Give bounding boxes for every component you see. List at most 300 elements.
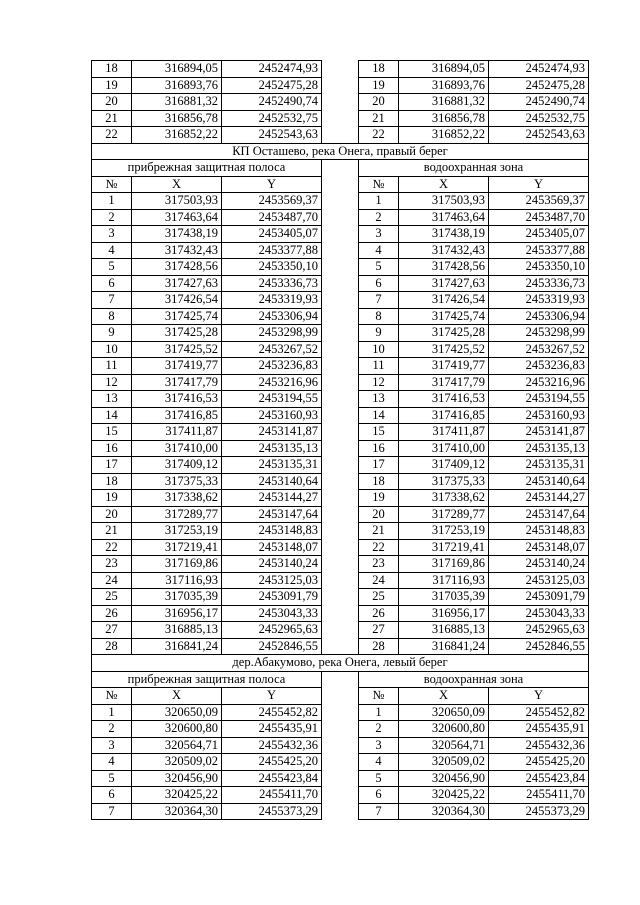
left-coord-y: 2453144,27 <box>222 490 322 507</box>
column-gap <box>322 803 359 820</box>
right-coord-y: 2453336,73 <box>489 275 589 292</box>
right-point-number: 1 <box>359 704 399 721</box>
left-coord-y: 2453141,87 <box>222 424 322 441</box>
coastal-strip-label: прибрежная защитная полоса <box>92 671 322 688</box>
table-row <box>92 424 589 441</box>
left-coord-y: 2452474,93 <box>222 61 322 78</box>
right-point-number: 23 <box>359 556 399 573</box>
table-row <box>92 391 589 408</box>
right-coord-y: 2452965,63 <box>489 622 589 639</box>
right-point-number: 1 <box>359 193 399 210</box>
left-point-number: 19 <box>92 77 132 94</box>
right-coord-y: 2453319,93 <box>489 292 589 309</box>
left-coord-y: 2453043,33 <box>222 605 322 622</box>
left-header-x: X <box>132 176 222 193</box>
right-coord-y: 2453236,83 <box>489 358 589 375</box>
right-coord-y: 2452490,74 <box>489 94 589 111</box>
left-coord-x: 317428,56 <box>132 259 222 276</box>
left-coord-y: 2452846,55 <box>222 638 322 655</box>
right-coord-y: 2453125,03 <box>489 572 589 589</box>
table-row <box>92 704 589 721</box>
column-gap <box>322 160 359 177</box>
right-coord-x: 317416,85 <box>399 407 489 424</box>
column-gap <box>322 440 359 457</box>
left-point-number: 1 <box>92 193 132 210</box>
left-point-number: 6 <box>92 275 132 292</box>
table-row <box>92 572 589 589</box>
right-coord-y: 2453267,52 <box>489 341 589 358</box>
column-gap <box>322 259 359 276</box>
right-coord-y: 2452474,93 <box>489 61 589 78</box>
left-point-number: 25 <box>92 589 132 606</box>
right-point-number: 20 <box>359 506 399 523</box>
right-point-number: 11 <box>359 358 399 375</box>
left-point-number: 4 <box>92 242 132 259</box>
right-coord-y: 2453043,33 <box>489 605 589 622</box>
left-coord-x: 320509,02 <box>132 754 222 771</box>
right-point-number: 18 <box>359 473 399 490</box>
table-row <box>92 556 589 573</box>
table-row <box>92 193 589 210</box>
left-coord-x: 316856,78 <box>132 110 222 127</box>
left-coord-y: 2453140,24 <box>222 556 322 573</box>
right-point-number: 19 <box>359 490 399 507</box>
left-coord-x: 316881,32 <box>132 94 222 111</box>
right-coord-x: 320364,30 <box>399 803 489 820</box>
right-coord-y: 2453405,07 <box>489 226 589 243</box>
right-coord-x: 316856,78 <box>399 110 489 127</box>
table-row <box>92 242 589 259</box>
column-header-row <box>92 688 589 705</box>
right-point-number: 28 <box>359 638 399 655</box>
left-point-number: 2 <box>92 209 132 226</box>
right-header-number: № <box>359 688 399 705</box>
left-coord-x: 317425,52 <box>132 341 222 358</box>
left-coord-x: 317419,77 <box>132 358 222 375</box>
left-coord-x: 317503,93 <box>132 193 222 210</box>
column-gap <box>322 127 359 144</box>
column-gap <box>322 94 359 111</box>
right-coord-y: 2453216,96 <box>489 374 589 391</box>
column-gap <box>322 358 359 375</box>
column-gap <box>322 737 359 754</box>
left-header-y: Y <box>222 688 322 705</box>
column-gap <box>322 325 359 342</box>
right-coord-x: 317432,43 <box>399 242 489 259</box>
left-coord-y: 2455425,20 <box>222 754 322 771</box>
column-gap <box>322 473 359 490</box>
zone-label-row <box>92 671 589 688</box>
right-point-number: 21 <box>359 110 399 127</box>
left-coord-x: 317116,93 <box>132 572 222 589</box>
table-row <box>92 226 589 243</box>
section-title: дер.Абакумово, река Онега, левый берег <box>92 655 589 672</box>
water-protection-zone-label: водоохранная зона <box>359 160 589 177</box>
right-point-number: 7 <box>359 803 399 820</box>
left-coord-x: 317438,19 <box>132 226 222 243</box>
right-coord-x: 317417,79 <box>399 374 489 391</box>
right-coord-y: 2453140,24 <box>489 556 589 573</box>
table-row <box>92 275 589 292</box>
right-coord-y: 2455425,20 <box>489 754 589 771</box>
table-row <box>92 473 589 490</box>
left-coord-x: 316852,22 <box>132 127 222 144</box>
right-point-number: 9 <box>359 325 399 342</box>
left-coord-y: 2453160,93 <box>222 407 322 424</box>
right-coord-y: 2453377,88 <box>489 242 589 259</box>
table-row <box>92 523 589 540</box>
column-gap <box>322 209 359 226</box>
table-row <box>92 721 589 738</box>
left-coord-y: 2453216,96 <box>222 374 322 391</box>
right-point-number: 4 <box>359 242 399 259</box>
right-coord-x: 320600,80 <box>399 721 489 738</box>
left-coord-y: 2455411,70 <box>222 787 322 804</box>
left-coord-x: 317411,87 <box>132 424 222 441</box>
left-coord-x: 316885,13 <box>132 622 222 639</box>
right-point-number: 14 <box>359 407 399 424</box>
left-coord-y: 2453405,07 <box>222 226 322 243</box>
left-coord-y: 2453377,88 <box>222 242 322 259</box>
right-point-number: 22 <box>359 539 399 556</box>
left-coord-x: 317463,64 <box>132 209 222 226</box>
table-row <box>92 358 589 375</box>
left-coord-x: 320600,80 <box>132 721 222 738</box>
column-gap <box>322 638 359 655</box>
coastal-strip-label: прибрежная защитная полоса <box>92 160 322 177</box>
left-coord-y: 2453125,03 <box>222 572 322 589</box>
left-coord-y: 2453135,31 <box>222 457 322 474</box>
left-coord-x: 317375,33 <box>132 473 222 490</box>
left-coord-y: 2453148,07 <box>222 539 322 556</box>
right-coord-y: 2453091,79 <box>489 589 589 606</box>
table-row <box>92 407 589 424</box>
column-gap <box>322 77 359 94</box>
right-coord-x: 320650,09 <box>399 704 489 721</box>
left-point-number: 5 <box>92 770 132 787</box>
left-coord-y: 2453267,52 <box>222 341 322 358</box>
left-coord-x: 317426,54 <box>132 292 222 309</box>
right-coord-x: 316885,13 <box>399 622 489 639</box>
left-point-number: 4 <box>92 754 132 771</box>
left-point-number: 14 <box>92 407 132 424</box>
left-coord-y: 2455432,36 <box>222 737 322 754</box>
right-point-number: 25 <box>359 589 399 606</box>
right-point-number: 10 <box>359 341 399 358</box>
left-point-number: 1 <box>92 704 132 721</box>
right-coord-y: 2455411,70 <box>489 787 589 804</box>
left-header-x: X <box>132 688 222 705</box>
table-row <box>92 803 589 820</box>
right-coord-x: 320425,22 <box>399 787 489 804</box>
right-coord-x: 317438,19 <box>399 226 489 243</box>
left-coord-x: 317425,74 <box>132 308 222 325</box>
left-point-number: 18 <box>92 61 132 78</box>
right-coord-x: 317419,77 <box>399 358 489 375</box>
right-point-number: 7 <box>359 292 399 309</box>
column-gap <box>322 671 359 688</box>
right-point-number: 27 <box>359 622 399 639</box>
left-header-number: № <box>92 176 132 193</box>
left-point-number: 10 <box>92 341 132 358</box>
left-header-number: № <box>92 688 132 705</box>
left-point-number: 8 <box>92 308 132 325</box>
column-gap <box>322 605 359 622</box>
right-header-number: № <box>359 176 399 193</box>
right-coord-x: 317503,93 <box>399 193 489 210</box>
left-coord-y: 2453194,55 <box>222 391 322 408</box>
column-header-row <box>92 176 589 193</box>
left-point-number: 24 <box>92 572 132 589</box>
right-coord-x: 317409,12 <box>399 457 489 474</box>
right-coord-y: 2453140,64 <box>489 473 589 490</box>
column-gap <box>322 193 359 210</box>
left-coord-x: 320456,90 <box>132 770 222 787</box>
right-point-number: 20 <box>359 94 399 111</box>
right-coord-y: 2453144,27 <box>489 490 589 507</box>
left-coord-x: 317338,62 <box>132 490 222 507</box>
right-coord-x: 317428,56 <box>399 259 489 276</box>
left-coord-y: 2453148,83 <box>222 523 322 540</box>
table-row <box>92 127 589 144</box>
right-coord-y: 2453487,70 <box>489 209 589 226</box>
left-coord-y: 2452543,63 <box>222 127 322 144</box>
left-point-number: 20 <box>92 94 132 111</box>
left-coord-x: 317219,41 <box>132 539 222 556</box>
left-coord-y: 2452965,63 <box>222 622 322 639</box>
right-coord-y: 2453298,99 <box>489 325 589 342</box>
table-row <box>92 341 589 358</box>
column-gap <box>322 770 359 787</box>
left-coord-x: 316894,05 <box>132 61 222 78</box>
right-point-number: 24 <box>359 572 399 589</box>
left-coord-x: 317410,00 <box>132 440 222 457</box>
right-coord-x: 316893,76 <box>399 77 489 94</box>
right-coord-y: 2453306,94 <box>489 308 589 325</box>
right-coord-y: 2455373,29 <box>489 803 589 820</box>
right-point-number: 13 <box>359 391 399 408</box>
left-coord-y: 2453091,79 <box>222 589 322 606</box>
left-point-number: 5 <box>92 259 132 276</box>
left-coord-x: 317416,85 <box>132 407 222 424</box>
right-point-number: 6 <box>359 275 399 292</box>
table-row <box>92 61 589 78</box>
left-point-number: 27 <box>92 622 132 639</box>
left-coord-x: 317253,19 <box>132 523 222 540</box>
column-gap <box>322 61 359 78</box>
table-row <box>92 292 589 309</box>
table-row <box>92 539 589 556</box>
left-header-y: Y <box>222 176 322 193</box>
left-coord-x: 317169,86 <box>132 556 222 573</box>
column-gap <box>322 622 359 639</box>
table-row <box>92 787 589 804</box>
coordinates-table <box>91 60 589 820</box>
right-coord-y: 2453141,87 <box>489 424 589 441</box>
right-header-y: Y <box>489 176 589 193</box>
right-point-number: 26 <box>359 605 399 622</box>
left-coord-y: 2452490,74 <box>222 94 322 111</box>
column-gap <box>322 341 359 358</box>
left-point-number: 7 <box>92 803 132 820</box>
left-coord-x: 320564,71 <box>132 737 222 754</box>
right-point-number: 2 <box>359 209 399 226</box>
right-coord-x: 317116,93 <box>399 572 489 589</box>
right-coord-x: 320456,90 <box>399 770 489 787</box>
column-gap <box>322 490 359 507</box>
column-gap <box>322 292 359 309</box>
right-coord-x: 317169,86 <box>399 556 489 573</box>
left-coord-x: 317417,79 <box>132 374 222 391</box>
left-coord-y: 2453350,10 <box>222 259 322 276</box>
right-coord-x: 316956,17 <box>399 605 489 622</box>
column-gap <box>322 110 359 127</box>
left-coord-y: 2455452,82 <box>222 704 322 721</box>
left-coord-y: 2452532,75 <box>222 110 322 127</box>
right-coord-x: 317426,54 <box>399 292 489 309</box>
left-point-number: 26 <box>92 605 132 622</box>
left-coord-x: 317409,12 <box>132 457 222 474</box>
right-point-number: 5 <box>359 259 399 276</box>
right-coord-x: 317425,74 <box>399 308 489 325</box>
right-coord-y: 2453194,55 <box>489 391 589 408</box>
column-gap <box>322 523 359 540</box>
left-point-number: 28 <box>92 638 132 655</box>
table-row <box>92 622 589 639</box>
table-row <box>92 110 589 127</box>
right-point-number: 16 <box>359 440 399 457</box>
coordinates-document <box>91 60 588 820</box>
table-body <box>92 61 589 820</box>
left-coord-x: 317416,53 <box>132 391 222 408</box>
table-row <box>92 605 589 622</box>
left-coord-y: 2453336,73 <box>222 275 322 292</box>
table-row <box>92 506 589 523</box>
left-point-number: 18 <box>92 473 132 490</box>
left-coord-x: 317425,28 <box>132 325 222 342</box>
right-point-number: 22 <box>359 127 399 144</box>
left-point-number: 16 <box>92 440 132 457</box>
right-coord-y: 2453135,31 <box>489 457 589 474</box>
right-coord-y: 2455432,36 <box>489 737 589 754</box>
zone-label-row <box>92 160 589 177</box>
table-row <box>92 737 589 754</box>
right-coord-y: 2453160,93 <box>489 407 589 424</box>
right-point-number: 19 <box>359 77 399 94</box>
right-coord-x: 317289,77 <box>399 506 489 523</box>
left-point-number: 21 <box>92 523 132 540</box>
table-row <box>92 94 589 111</box>
table-row <box>92 589 589 606</box>
left-point-number: 22 <box>92 539 132 556</box>
left-point-number: 19 <box>92 490 132 507</box>
right-coord-x: 317416,53 <box>399 391 489 408</box>
table-row <box>92 325 589 342</box>
section-title: КП Осташево, река Онега, правый берег <box>92 143 589 160</box>
right-coord-y: 2455435,91 <box>489 721 589 738</box>
right-coord-x: 317427,63 <box>399 275 489 292</box>
right-coord-x: 320564,71 <box>399 737 489 754</box>
right-point-number: 2 <box>359 721 399 738</box>
table-row <box>92 490 589 507</box>
right-coord-x: 317410,00 <box>399 440 489 457</box>
left-coord-y: 2453487,70 <box>222 209 322 226</box>
column-gap <box>322 226 359 243</box>
right-point-number: 17 <box>359 457 399 474</box>
right-coord-y: 2453148,83 <box>489 523 589 540</box>
right-point-number: 12 <box>359 374 399 391</box>
right-coord-y: 2452543,63 <box>489 127 589 144</box>
right-header-x: X <box>399 176 489 193</box>
column-gap <box>322 424 359 441</box>
left-point-number: 20 <box>92 506 132 523</box>
column-gap <box>322 754 359 771</box>
right-coord-y: 2453148,07 <box>489 539 589 556</box>
column-gap <box>322 407 359 424</box>
column-gap <box>322 391 359 408</box>
column-gap <box>322 589 359 606</box>
left-coord-x: 320650,09 <box>132 704 222 721</box>
column-gap <box>322 308 359 325</box>
right-header-y: Y <box>489 688 589 705</box>
left-coord-x: 317289,77 <box>132 506 222 523</box>
right-coord-x: 317375,33 <box>399 473 489 490</box>
left-coord-x: 316841,24 <box>132 638 222 655</box>
left-point-number: 2 <box>92 721 132 738</box>
table-row <box>92 440 589 457</box>
column-gap <box>322 704 359 721</box>
right-coord-y: 2453135,13 <box>489 440 589 457</box>
right-coord-x: 317253,19 <box>399 523 489 540</box>
left-coord-y: 2452475,28 <box>222 77 322 94</box>
right-coord-y: 2453147,64 <box>489 506 589 523</box>
left-point-number: 17 <box>92 457 132 474</box>
left-coord-x: 316956,17 <box>132 605 222 622</box>
right-point-number: 6 <box>359 787 399 804</box>
left-point-number: 21 <box>92 110 132 127</box>
right-point-number: 4 <box>359 754 399 771</box>
column-gap <box>322 721 359 738</box>
right-point-number: 3 <box>359 226 399 243</box>
right-coord-x: 316852,22 <box>399 127 489 144</box>
left-coord-y: 2453569,37 <box>222 193 322 210</box>
right-header-x: X <box>399 688 489 705</box>
right-coord-y: 2453350,10 <box>489 259 589 276</box>
right-coord-x: 316841,24 <box>399 638 489 655</box>
column-gap <box>322 242 359 259</box>
right-point-number: 15 <box>359 424 399 441</box>
table-row <box>92 754 589 771</box>
left-coord-y: 2453236,83 <box>222 358 322 375</box>
right-coord-y: 2452475,28 <box>489 77 589 94</box>
section-title-row <box>92 655 589 672</box>
column-gap <box>322 688 359 705</box>
column-gap <box>322 275 359 292</box>
table-row <box>92 259 589 276</box>
left-coord-x: 317035,39 <box>132 589 222 606</box>
left-point-number: 6 <box>92 787 132 804</box>
left-coord-y: 2453306,94 <box>222 308 322 325</box>
right-coord-x: 317219,41 <box>399 539 489 556</box>
left-coord-x: 316893,76 <box>132 77 222 94</box>
right-coord-x: 317463,64 <box>399 209 489 226</box>
column-gap <box>322 787 359 804</box>
right-coord-x: 317338,62 <box>399 490 489 507</box>
column-gap <box>322 457 359 474</box>
column-gap <box>322 176 359 193</box>
right-point-number: 18 <box>359 61 399 78</box>
left-coord-x: 317427,63 <box>132 275 222 292</box>
